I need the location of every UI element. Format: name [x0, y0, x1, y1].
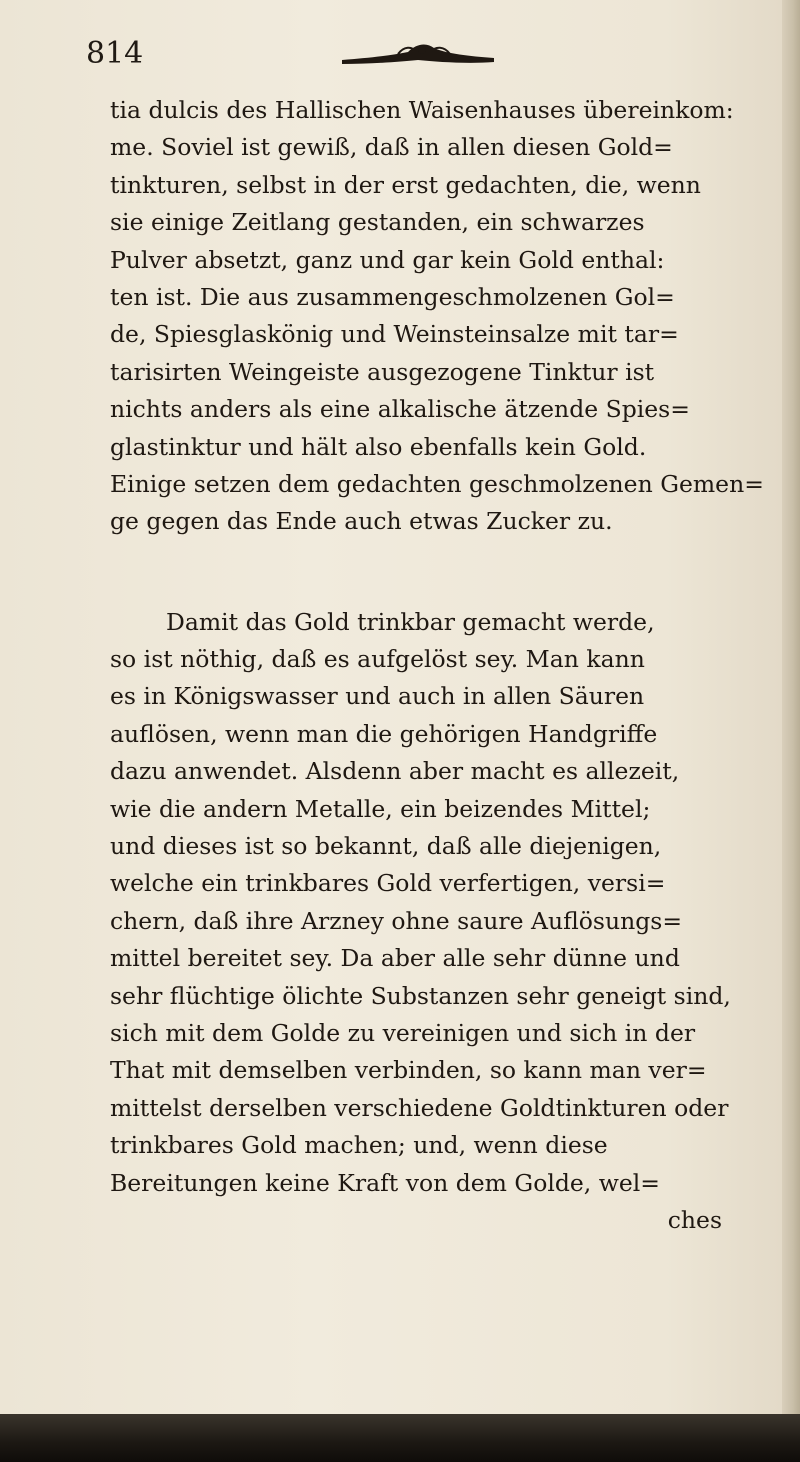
- text-line: tinkturen, selbst in der erst gedachten, die, wenn: [110, 170, 701, 199]
- text-line: nichts anders als eine alkalische ätzende Spies=: [110, 395, 690, 424]
- text-line: es in Königswasser und auch in allen Säuren: [110, 682, 645, 711]
- text-line: sehr flüchtige ölichte Substanzen sehr geneigt sind,: [110, 981, 731, 1010]
- text-line: welche ein trinkbares Gold verfertigen, versi=: [110, 869, 666, 898]
- scan-bottom-edge: [0, 1414, 800, 1462]
- text-line: ge gegen das Ende auch etwas Zucker zu.: [110, 507, 613, 536]
- text-line: und dieses ist so bekannt, daß alle diejenigen,: [110, 832, 662, 861]
- header-ornament-icon: [338, 38, 498, 68]
- text-line: That mit demselben verbinden, so kann man ver=: [110, 1056, 707, 1085]
- text-line: de, Spiesglaskönig und Weinsteinsalze mit tar=: [110, 320, 679, 349]
- text-line: mittel bereitet sey. Da aber alle sehr dünne und: [110, 944, 680, 973]
- text-line: tarisirten Weingeiste ausgezogene Tinktur ist: [110, 357, 655, 386]
- catchword: ches: [667, 1205, 722, 1234]
- text-line: sich mit dem Golde zu vereinigen und sich in der: [110, 1018, 696, 1047]
- text-line: me. Soviel ist gewiß, daß in allen diesen Gold=: [110, 133, 673, 162]
- text-line: Einige setzen dem gedachten geschmolzenen Gemen=: [110, 469, 764, 498]
- text-line: so ist nöthig, daß es aufgelöst sey. Man kann: [110, 645, 645, 674]
- text-line: dazu anwendet. Alsdenn aber macht es allezeit,: [110, 757, 680, 786]
- text-line: wie die andern Metalle, ein beizendes Mittel;: [110, 794, 651, 823]
- text-line: Damit das Gold trinkbar gemacht werde,: [166, 607, 655, 636]
- page-text: [110, 92, 770, 1239]
- page-edge-shadow: [782, 0, 800, 1462]
- text-line: Pulver absetzt, ganz und gar kein Gold enthal:: [110, 245, 665, 274]
- text-line: sie einige Zeitlang gestanden, ein schwarzes: [110, 208, 645, 237]
- text-line: auflösen, wenn man die gehörigen Handgriffe: [110, 719, 658, 748]
- paragraph-gap: [110, 541, 770, 604]
- page-number: 814: [86, 36, 144, 71]
- text-line: chern, daß ihre Arzney ohne saure Auflösungs=: [110, 906, 683, 935]
- text-line: trinkbares Gold machen; und, wenn diese: [110, 1131, 608, 1160]
- text-line: tia dulcis des Hallischen Waisenhauses übereinkom:: [110, 96, 734, 124]
- text-line: Bereitungen keine Kraft von dem Golde, wel=: [110, 1168, 660, 1197]
- text-line: glastinktur und hält also ebenfalls kein Gold.: [110, 432, 647, 461]
- text-line: ten ist. Die aus zusammengeschmolzenen Gol=: [110, 282, 675, 311]
- text-line: mittelst derselben verschiedene Goldtinkturen oder: [110, 1093, 729, 1122]
